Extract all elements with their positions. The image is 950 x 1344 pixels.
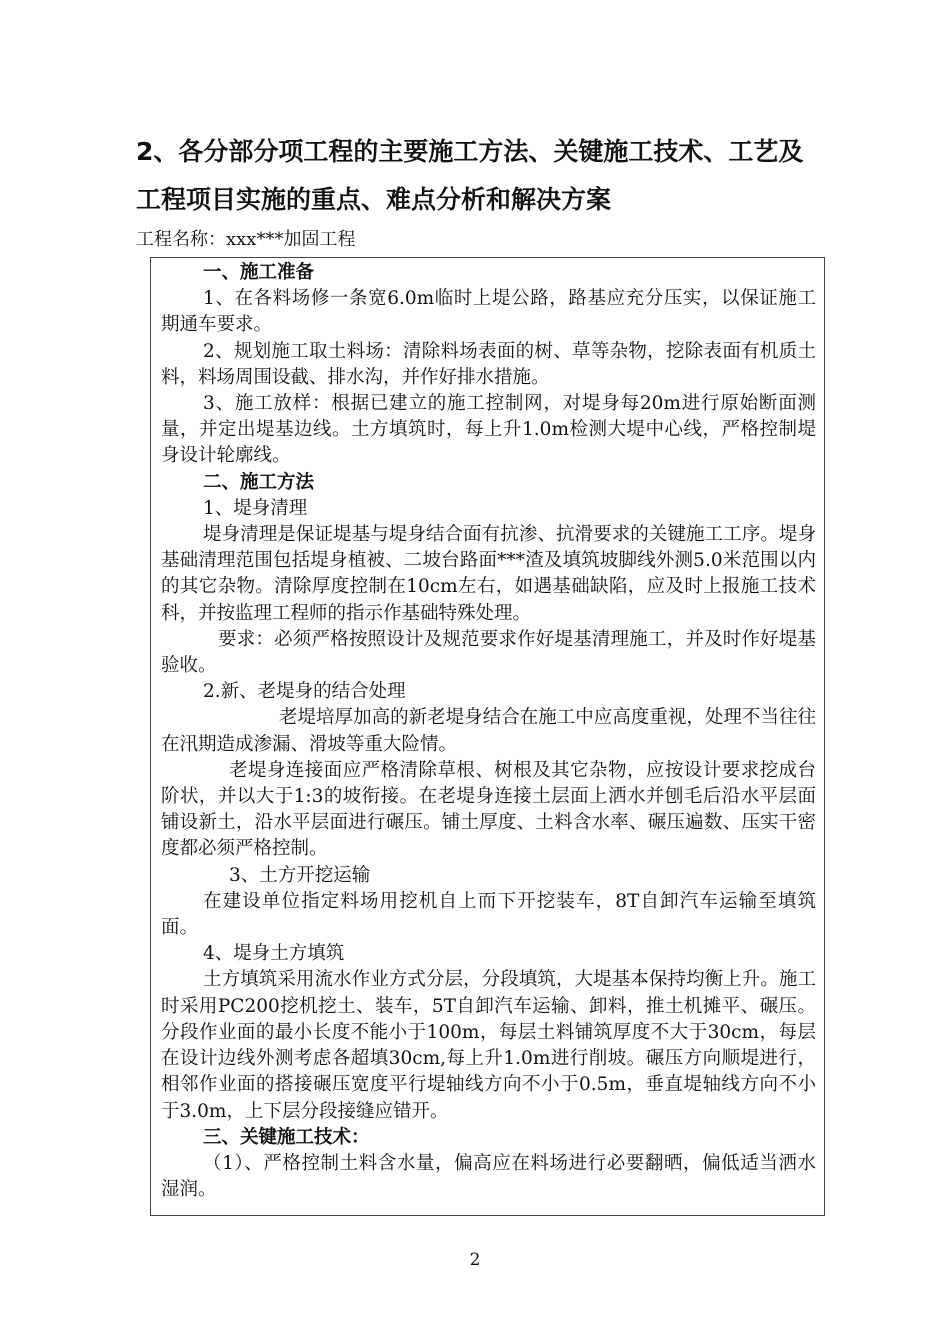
paragraph: 2、规划施工取土料场：清除料场表面的树、草等杂物，挖除表面有机质土料，料场周围设截、排水沟，并作好排水措施。 (161, 340, 816, 388)
paragraph: 老堤身连接面应严格清除草根、树根及其它杂物，应按设计要求挖成台阶状，并以大于1:3的坡衔接。在老堤身连接土层面上洒水并刨毛后沿水平层面铺设新土，沿水平层面进行碾压。铺土厚度、土料含水率、碾压遍数、压实干密度都必须严格控制。 (161, 759, 816, 860)
subheading: 3、土方开挖运输 (229, 864, 371, 886)
content-body (151, 258, 824, 1203)
paragraph: 要求：必须严格按照设计及规范要求作好堤基清理施工，并及时作好堤基验收。 (161, 628, 816, 677)
page-number: 2 (469, 1250, 481, 1270)
paragraph: 在建设单位指定料场用挖机自上而下开挖装车，8T自卸汽车运输至填筑面。 (161, 890, 816, 939)
project-name: 工程名称：xxx***加固工程 (136, 229, 356, 250)
paragraph: （1）、严格控制土料含水量，偏高应在料场进行必要翻晒，偏低适当洒水湿润。 (161, 1152, 816, 1201)
section-heading-1: 一、施工准备 (203, 262, 315, 283)
paragraph: 堤身清理是保证堤基与堤身结合面有抗渗、抗滑要求的关键施工工序。堤身基础清理范围包括堤身植被、二坡台路面***渣及填筑坡脚线外测5.0米范围以内的其它杂物。清除厚度控制在10cm左右，如遇基础缺陷，应及时上报施工技术科，并按监理工程师的指示作基础特殊处理。 (161, 524, 816, 624)
paragraph: 老堤培厚加高的新老堤身结合在施工中应高度重视，处理不当往往在汛期造成渗漏、滑坡等重大险情。 (161, 707, 816, 755)
document-title: 2、各分部分项工程的主要施工方法、关键施工技术、工艺及工程项目实施的重点、难点分析和解决方案 (136, 137, 804, 214)
subheading: 4、堤身土方填筑 (203, 943, 345, 965)
content-box (150, 257, 825, 1216)
section-heading-2: 二、施工方法 (203, 471, 315, 493)
paragraph: 3、施工放样：根据已建立的施工控制网，对堤身每20m进行原始断面测量，并定出堤基边线。土方填筑时，每上升1.0m检测大堤中心线，严格控制堤身设计轮廓线。 (161, 393, 816, 467)
section-heading-3: 三、关键施工技术： (203, 1126, 370, 1148)
subheading: 1、堤身清理 (203, 497, 308, 519)
paragraph: 土方填筑采用流水作业方式分层，分段填筑，大堤基本保持均衡上升。施工时采用PC200挖机挖土、装车，5T自卸汽车运输、卸料，推土机摊平、碾压。分段作业面的最小长度不能小于100m，每层土料铺筑厚度不大于30cm，每层在设计边线外测考虑各超填30cm,每上升1.0m进行削坡。碾压方向顺堤进行，相邻作业面的搭接碾压宽度平行堤轴线方向不小于0.5m，垂直堤轴线方向不小于3.0m，上下层分段接缝应错开。 (161, 969, 816, 1122)
paragraph: 1、在各料场修一条宽6.0m临时上堤公路，路基应充分压实，以保证施工期通车要求。 (161, 288, 816, 336)
subheading: 2.新、老堤身的结合处理 (203, 681, 406, 703)
